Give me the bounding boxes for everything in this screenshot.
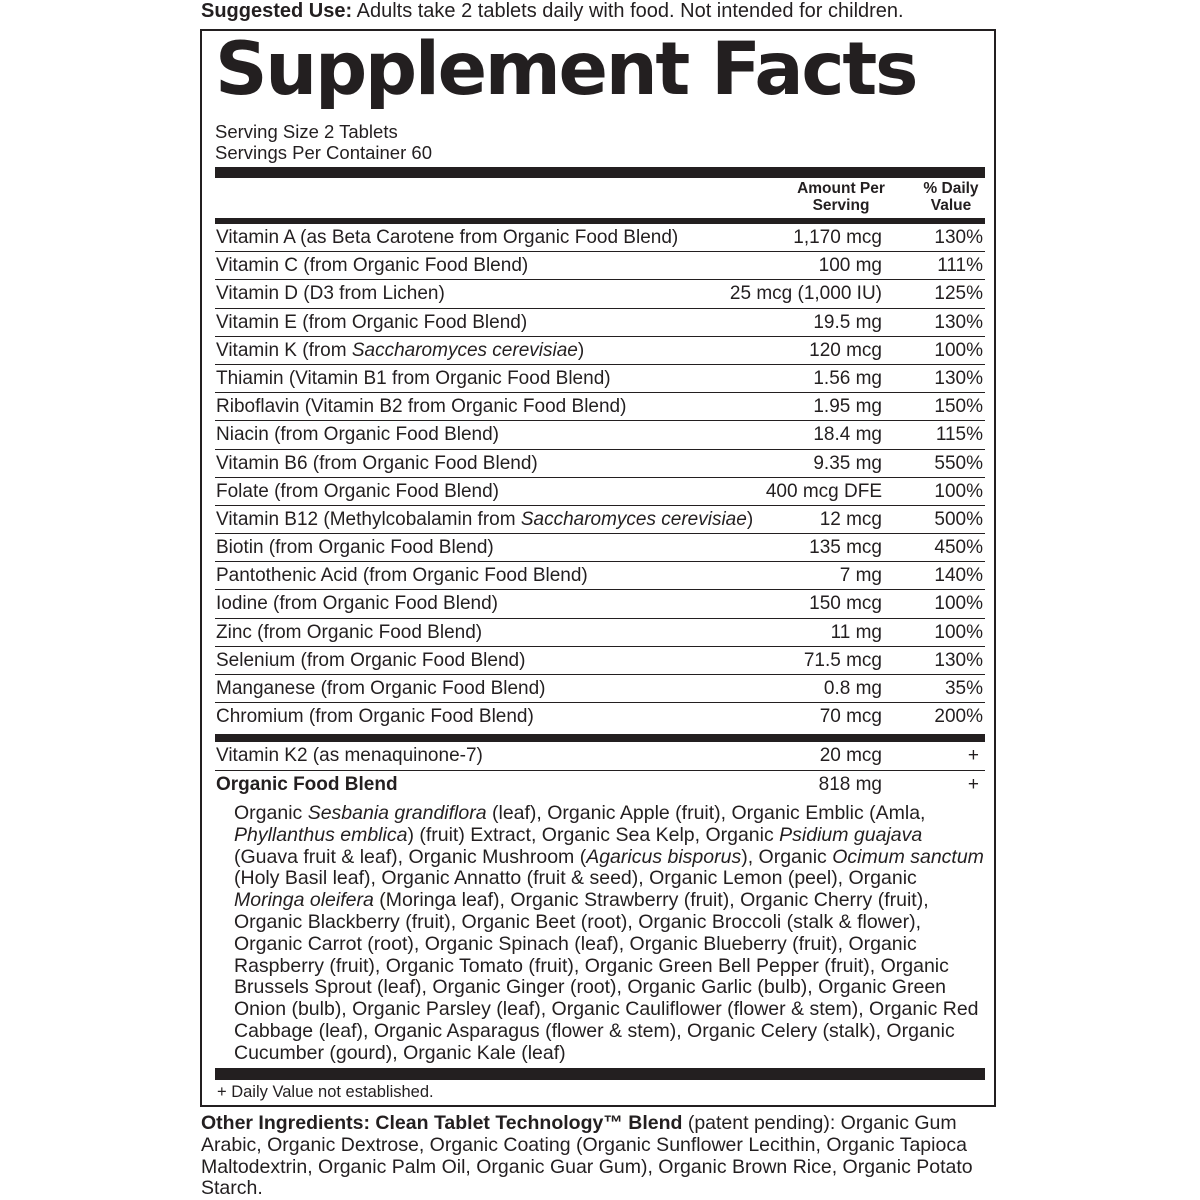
nutrient-row	[215, 224, 985, 252]
nutrient-row	[215, 703, 985, 730]
blend-ingredient-italic: Phyllanthus emblica	[234, 823, 408, 846]
dv-header-line2: Value	[930, 197, 972, 214]
nutrient-name: Vitamin A (as Beta Carotene from Organic Food Blend)	[216, 227, 679, 248]
nutrient-name	[216, 506, 753, 534]
thick-divider	[215, 1068, 985, 1080]
dv-header-line1: % Daily	[923, 180, 979, 197]
blend-ingredient-text: (leaf), Organic Apple (fruit), Organic Emblic (Amla,	[486, 802, 926, 824]
nutrient-name: Vitamin E (from Organic Food Blend)	[216, 311, 528, 333]
blend-daily-value: +	[967, 774, 979, 795]
other-ingredients-label: Other Ingredients: Clean Tablet Technology™ Blend	[201, 1112, 683, 1134]
nutrient-daily-value: 111%	[937, 255, 983, 277]
nutrient-amount: 70 mcg	[819, 706, 882, 728]
blend-ingredient-text: (Moringa leaf), Organic Strawberry (fruit), Organic Cherry (fruit), Organic Blackberry (fruit), Organic Beet (root), Organic Broccoli (stalk & flower), Organic Carrot (root), Organic Spinach (leaf), Organic Blueberry (fruit), Organic Raspberry (fruit), Organic Tomato (fruit), Organic Green Bell Pepper (fruit), Organic Brussels Sprout (leaf), Organic Ginger (root), Organic Garlic (bulb), Organic Green Onion (bulb), Organic Parsley (leaf), Organic Cauliflower (flower & stem), Organic Red Cabbage (leaf), Organic Asparagus (flower & stem), Organic Celery (stalk), Organic Cucumber (gourd), Organic Kale (leaf)	[234, 889, 979, 1064]
nutrient-row	[215, 478, 985, 506]
nutrient-daily-value: 130%	[934, 227, 983, 248]
nutrient-daily-value: 100%	[934, 480, 983, 502]
nutrient-amount: 25 mcg (1,000 IU)	[729, 283, 882, 305]
daily-value-note: + Daily Value not established.	[217, 1083, 434, 1101]
k2-amount: 20 mcg	[819, 745, 882, 766]
nutrient-daily-value: 130%	[934, 649, 983, 671]
nutrient-row	[215, 421, 985, 449]
nutrient-amount: 12 mcg	[819, 508, 882, 530]
blend-amount: 818 mg	[818, 774, 882, 795]
nutrient-name: Thiamin (Vitamin B1 from Organic Food Blend)	[216, 367, 611, 389]
amount-header-line2: Serving	[812, 197, 870, 214]
nutrient-daily-value: 130%	[934, 367, 983, 389]
nutrient-daily-value: 100%	[934, 593, 983, 615]
nutrient-row	[215, 647, 985, 675]
nutrient-amount: 135 mcg	[809, 537, 882, 559]
blend-ingredient-italic: Ocimum sanctum	[832, 845, 984, 868]
nutrient-daily-value: 125%	[934, 283, 983, 305]
k2-row	[215, 742, 985, 770]
thick-divider	[215, 167, 985, 178]
nutrient-name: Iodine (from Organic Food Blend)	[216, 593, 498, 615]
nutrient-name: Vitamin C (from Organic Food Blend)	[216, 255, 529, 277]
nutrient-amount: 11 mg	[830, 621, 882, 643]
nutrient-row	[215, 619, 985, 647]
amount-header-line1: Amount Per	[797, 180, 885, 197]
nutrient-name: Zinc (from Organic Food Blend)	[216, 621, 483, 643]
panel-title: Supplement Facts	[215, 27, 917, 112]
supplement-facts-panel	[200, 29, 996, 1107]
nutrient-row	[215, 562, 985, 590]
nutrient-daily-value: 450%	[934, 537, 983, 559]
nutrient-name-pre: Vitamin K (from	[216, 339, 352, 361]
nutrient-amount: 1.56 mg	[813, 367, 882, 389]
blend-row	[215, 771, 985, 799]
blend-ingredients	[234, 803, 989, 1065]
nutrient-row	[215, 450, 985, 478]
nutrient-row	[215, 506, 985, 534]
nutrient-daily-value: 200%	[934, 706, 983, 728]
nutrient-name: Vitamin D (D3 from Lichen)	[216, 283, 445, 305]
nutrient-amount: 400 mcg DFE	[765, 480, 882, 502]
nutrient-amount: 9.35 mg	[813, 452, 882, 474]
nutrient-daily-value: 140%	[934, 565, 983, 587]
blend-ingredient-text: (Guava fruit & leaf), Organic Mushroom (	[234, 845, 587, 868]
nutrient-row	[215, 337, 985, 365]
nutrient-daily-value: 150%	[934, 396, 983, 418]
nutrient-row	[215, 365, 985, 393]
nutrient-daily-value: 100%	[934, 621, 983, 643]
nutrient-name-post: )	[746, 508, 754, 530]
nutrient-row	[215, 393, 985, 421]
nutrient-name: Selenium (from Organic Food Blend)	[216, 649, 526, 671]
serving-info	[215, 121, 432, 163]
nutrient-daily-value: 500%	[934, 508, 983, 530]
nutrient-daily-value: 115%	[935, 424, 983, 446]
nutrient-amount: 100 mg	[818, 255, 882, 277]
nutrient-name	[216, 337, 584, 365]
nutrient-daily-value: 550%	[934, 452, 983, 474]
nutrient-amount: 18.4 mg	[813, 424, 882, 446]
thick-divider	[215, 734, 985, 742]
nutrient-amount: 150 mcg	[809, 593, 882, 615]
nutrient-name: Folate (from Organic Food Blend)	[216, 480, 500, 502]
nutrient-name: Vitamin B6 (from Organic Food Blend)	[216, 452, 538, 474]
nutrient-name-italic: Saccharomyces cerevisiae	[520, 508, 747, 530]
nutrient-name: Chromium (from Organic Food Blend)	[216, 706, 534, 728]
nutrient-amount: 7 mg	[839, 565, 882, 587]
nutrient-row	[215, 252, 985, 280]
blend-ingredient-text: (Holy Basil leaf), Organic Annatto (fruit & seed), Organic Lemon (peel), Organic	[234, 867, 917, 890]
nutrient-row	[215, 280, 985, 308]
serving-size: Serving Size 2 Tablets	[215, 121, 398, 142]
nutrient-daily-value: 130%	[934, 311, 983, 333]
nutrient-name-post: )	[577, 339, 585, 361]
suggested-use-label: Suggested Use:	[201, 0, 353, 22]
blend-ingredient-text: Organic	[234, 802, 308, 824]
k2-daily-value: +	[967, 745, 979, 766]
nutrient-name: Pantothenic Acid (from Organic Food Blend)	[216, 565, 588, 587]
nutrient-amount: 19.5 mg	[813, 311, 882, 333]
nutrient-row	[215, 590, 985, 618]
nutrient-row	[215, 309, 985, 337]
nutrient-name: Niacin (from Organic Food Blend)	[216, 424, 499, 446]
nutrient-name-italic: Saccharomyces cerevisiae	[351, 339, 578, 361]
suggested-use	[201, 0, 1001, 24]
nutrient-daily-value: 35%	[944, 678, 983, 699]
nutrient-name: Riboflavin (Vitamin B2 from Organic Food Blend)	[216, 396, 627, 418]
nutrient-amount: 71.5 mcg	[803, 649, 882, 671]
blend-ingredient-italic: Psidium guajava	[779, 823, 923, 846]
blend-ingredient-italic: Agaricus bisporus	[586, 845, 742, 868]
blend-ingredient-text: ) (fruit) Extract, Organic Sea Kelp, Organic	[407, 823, 780, 846]
nutrient-row	[215, 534, 985, 562]
nutrient-amount: 1.95 mg	[813, 396, 882, 418]
other-ingredients	[201, 1113, 1001, 1200]
amount-column-header	[779, 180, 903, 214]
nutrient-amount: 1,170 mcg	[793, 227, 882, 248]
nutrient-name: Biotin (from Organic Food Blend)	[216, 537, 494, 559]
nutrient-table	[215, 224, 985, 730]
nutrient-daily-value: 100%	[934, 339, 983, 361]
blend-name: Organic Food Blend	[216, 774, 398, 795]
other-ingredients-text: (patent pending): Organic Gum Arabic, Organic Dextrose, Organic Coating (Organic Sunflower Lecithin, Organic Tapioca Maltodextrin, Organic Palm Oil, Organic Guar Gum), Organic Brown Rice, Organic Potato Starch.	[201, 1112, 973, 1200]
blend-ingredient-italic: Sesbania grandiflora	[307, 802, 487, 824]
nutrient-name: Manganese (from Organic Food Blend)	[216, 678, 546, 699]
dv-column-header	[913, 180, 989, 214]
k2-name: Vitamin K2 (as menaquinone-7)	[216, 745, 483, 766]
nutrient-amount: 0.8 mg	[823, 678, 882, 699]
servings-per-container: Servings Per Container 60	[215, 142, 432, 163]
nutrient-name-pre: Vitamin B12 (Methylcobalamin from	[216, 508, 521, 530]
nutrient-amount: 120 mcg	[809, 339, 882, 361]
blend-ingredient-text: ), Organic	[741, 845, 833, 868]
suggested-use-text: Adults take 2 tablets daily with food. Not intended for children.	[352, 0, 904, 22]
nutrient-row	[215, 675, 985, 703]
blend-ingredient-italic: Moringa oleifera	[234, 889, 374, 912]
